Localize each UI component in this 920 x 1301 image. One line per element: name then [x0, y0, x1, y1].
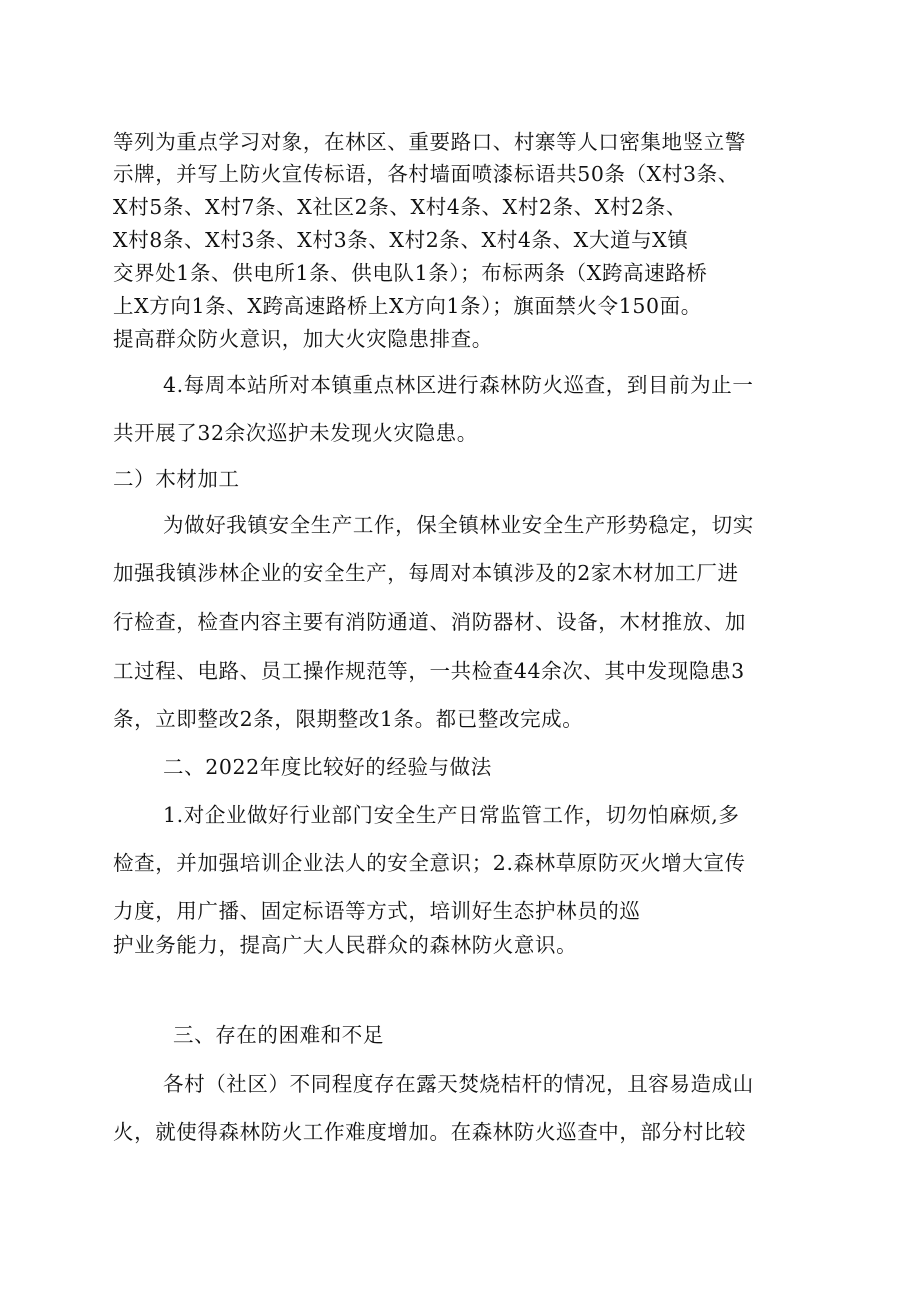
paragraph-line: 力度，用广播、固定标语等方式，培训好生态护林员的巡 — [113, 899, 641, 923]
paragraph-line: 加强我镇涉林企业的安全生产，每周对本镇涉及的2家木材加工厂进 — [113, 561, 739, 585]
paragraph-line: 条，立即整改2条，限期整改1条。都已整改完成。 — [113, 707, 584, 731]
paragraph-line: X村8条、X村3条、X村3条、X村2条、X村4条、X大道与X镇 — [113, 228, 689, 252]
paragraph-line: 检查，并加强培训企业法人的安全意识；2.森林草原防灭火增大宣传 — [113, 851, 746, 875]
paragraph-line: 工过程、电路、员工操作规范等，一共检查44余次、其中发现隐患3 — [113, 659, 745, 683]
list-item-4: 4.每周本站所对本镇重点林区进行森林防火巡查，到目前为止一 — [163, 373, 754, 397]
paragraph-line: 提高群众防火意识，加大火灾隐患排查。 — [113, 327, 493, 351]
paragraph-line: 上X方向1条、X跨高速路桥上X方向1条）；旗面禁火令150面。 — [113, 294, 702, 318]
paragraph-line: 各村（社区）不同程度存在露天焚烧桔杆的情况，且容易造成山 — [163, 1072, 754, 1096]
paragraph-line: 交界处1条、供电所1条、供电队1条）；布标两条（X跨高速路桥 — [113, 261, 708, 285]
section-heading-wood-processing: 二）木材加工 — [113, 467, 240, 491]
paragraph-line: 1.对企业做好行业部门安全生产日常监管工作，切勿怕麻烦,多 — [163, 803, 740, 827]
paragraph-line: 火，就使得森林防火工作难度增加。在森林防火巡查中，部分村比较 — [113, 1120, 746, 1144]
paragraph-line: 示牌，并写上防火宣传标语，各村墙面喷漆标语共50条（X村3条、 — [113, 162, 739, 186]
paragraph-line: X村5条、X村7条、X社区2条、X村4条、X村2条、X村2条、 — [113, 195, 687, 219]
section-heading-experience: 二、2022年度比较好的经验与做法 — [163, 755, 492, 779]
paragraph-line: 护业务能力，提高广大人民群众的森林防火意识。 — [113, 933, 578, 957]
section-heading-difficulties: 三、存在的困难和不足 — [173, 1023, 384, 1047]
paragraph-line: 行检查，检查内容主要有消防通道、消防器材、设备，木材推放、加 — [113, 610, 746, 634]
paragraph-line: 等列为重点学习对象，在林区、重要路口、村寨等人口密集地竖立警 — [113, 130, 746, 154]
paragraph-line: 为做好我镇安全生产工作，保全镇林业安全生产形势稳定，切实 — [163, 513, 754, 537]
paragraph-line: 共开展了32余次巡护未发现火灾隐患。 — [113, 421, 478, 445]
